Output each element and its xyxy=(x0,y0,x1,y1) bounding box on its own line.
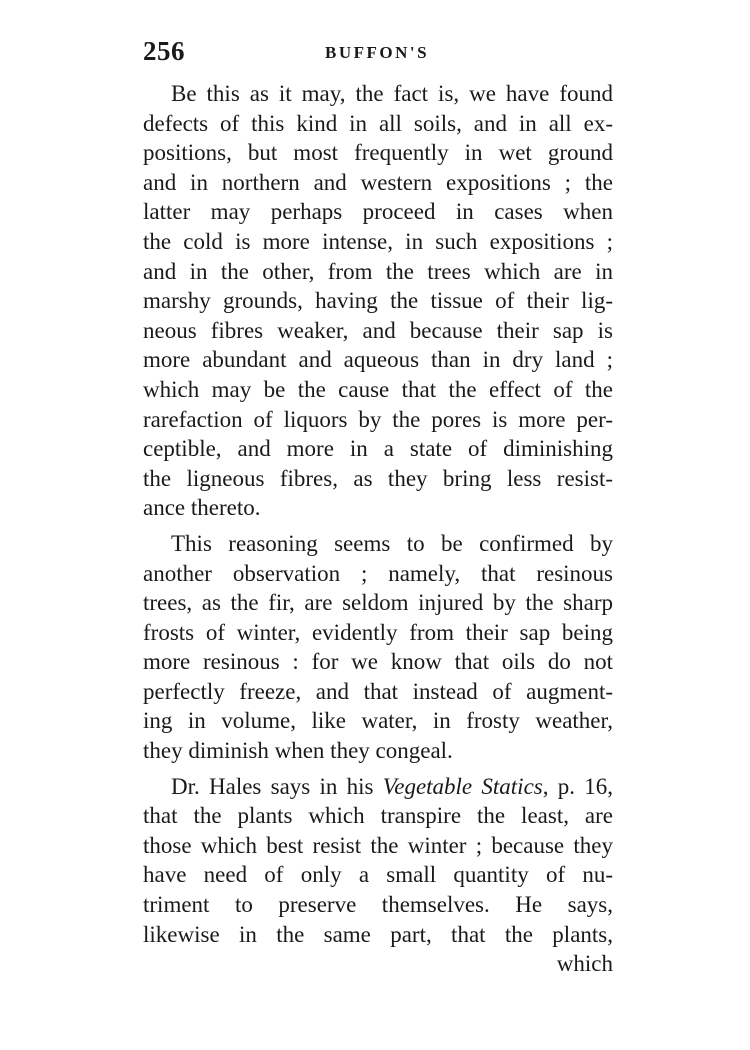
book-title: Vegetable Statics xyxy=(382,773,543,799)
text-line: they diminish when they congeal. xyxy=(143,738,453,764)
text-line: likewise in the same part, that the plants, xyxy=(143,921,613,947)
text-line: perfectly freeze, and that instead of augment- xyxy=(143,678,613,704)
running-head: BUFFON'S xyxy=(325,43,430,62)
text-line: ceptible, and more in a state of diminishing xyxy=(143,436,613,462)
text-line: marshy grounds, having the tissue of their lig- xyxy=(143,288,613,314)
text-line: ing in volume, like water, in frosty weather, xyxy=(143,708,613,734)
text-line: positions, but most frequently in wet ground xyxy=(143,140,613,166)
catchword: which xyxy=(556,951,613,977)
text-line: that the plants which transpire the least, are xyxy=(143,803,613,829)
text-line: more abundant and aqueous than in dry land ; xyxy=(143,347,613,373)
text-line: This reasoning seems to be confirmed by xyxy=(171,530,613,556)
paragraph-3 xyxy=(143,772,613,950)
text-line: defects of this kind in all soils, and in all ex- xyxy=(143,110,613,136)
text-line: have need of only a small quantity of nu- xyxy=(143,862,613,888)
paragraph-2 xyxy=(143,529,613,766)
text-line: the ligneous fibres, as they bring less resist- xyxy=(143,465,613,491)
page-number: 256 xyxy=(143,36,185,66)
text-line: latter may perhaps proceed in cases when xyxy=(143,199,613,225)
text-line: more resinous : for we know that oils do not xyxy=(143,649,613,675)
text-line: another observation ; namely, that resinous xyxy=(143,560,613,586)
text-line: and in the other, from the trees which are in xyxy=(143,258,613,284)
text-line: the cold is more intense, in such expositions ; xyxy=(143,228,613,254)
text-line: ance thereto. xyxy=(143,495,261,521)
text-line: rarefaction of liquors by the pores is more per- xyxy=(143,406,613,432)
text-line: those which best resist the winter ; because they xyxy=(143,832,613,858)
text-line: frosts of winter, evidently from their sap being xyxy=(143,619,613,645)
page-header xyxy=(143,36,613,76)
text-line: and in northern and western expositions ; the xyxy=(143,169,613,195)
paragraph-1 xyxy=(143,79,613,523)
text-line: which may be the cause that the effect of the xyxy=(143,376,613,402)
text-line: trees, as the fir, are seldom injured by the sharp xyxy=(143,590,613,616)
text-segment: Dr. Hales says in his xyxy=(171,773,383,799)
text-line: neous fibres weaker, and because their sap is xyxy=(143,317,613,343)
text-line xyxy=(143,772,613,802)
text-segment: , p. 16, xyxy=(542,773,613,799)
text-line: triment to preserve themselves. He says, xyxy=(143,892,613,918)
text-line: Be this as it may, the fact is, we have found xyxy=(171,81,613,106)
body-text xyxy=(143,79,613,979)
